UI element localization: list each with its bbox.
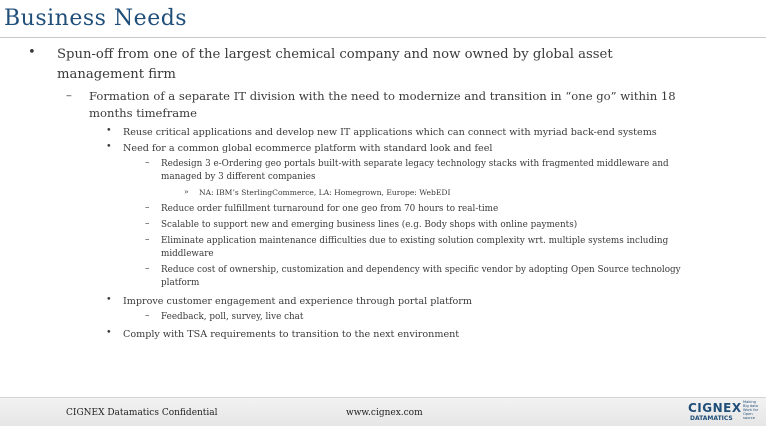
bullet-marker: – <box>145 203 150 213</box>
bullet-text-customer-engagement: Improve customer engagement and experience through portal platform <box>123 296 472 307</box>
bullet-text-eliminate-difficulties: Eliminate application maintenance difficulties due to existing solution complexity wrt. multiple systems including middleware <box>161 236 669 259</box>
bullet-text-feedback: Feedback, poll, survey, live chat <box>161 312 304 322</box>
slide-footer <box>0 397 766 426</box>
bullet-marker: • <box>28 45 36 60</box>
logo-wordmark: CIGNEX <box>688 401 742 415</box>
logo-tagline: Making Big data Work for Open source <box>743 400 759 420</box>
bullet-marker: – <box>145 158 150 168</box>
bullet-marker: • <box>106 327 112 338</box>
title-divider <box>0 37 766 38</box>
bullet-marker: – <box>145 311 150 321</box>
bullet-text-common-platform: Need for a common global ecommerce platform with standard look and feel <box>123 143 493 154</box>
bullet-marker: • <box>106 125 112 136</box>
bullet-text-reuse-apps: Reuse critical applications and develop new IT applications which can connect with myriad back-end systems <box>123 127 657 138</box>
bullet-marker: – <box>66 88 72 102</box>
bullet-text-scalable: Scalable to support new and emerging business lines (e.g. Body shops with online payments) <box>161 220 578 230</box>
bullet-text-spinoff: Spun-off from one of the largest chemical company and now owned by global asset management firm <box>57 47 613 82</box>
bullet-marker: • <box>106 141 112 152</box>
bullet-text-it-division: Formation of a separate IT division with the need to modernize and transition in “one go” within 18 months timeframe <box>89 89 676 120</box>
bullet-text-redesign-portals: Redesign 3 e-Ordering geo portals built-with separate legacy technology stacks with fragmented middleware and managed by 3 different companies <box>161 159 669 182</box>
bullet-text-tsa: Comply with TSA requirements to transition to the next environment <box>123 329 460 340</box>
bullet-text-geo-stacks: NA: IBM’s SterlingCommerce, LA: Homegrown, Europe: WebEDI <box>199 188 451 197</box>
bullet-marker: – <box>145 235 150 245</box>
footer-confidential: CIGNEX Datamatics Confidential <box>66 408 218 418</box>
slide-title: Business Needs <box>4 6 188 31</box>
bullet-marker: – <box>145 219 150 229</box>
bullet-marker: • <box>106 294 112 305</box>
bullet-text-order-turnaround: Reduce order fulfillment turnaround for one geo from 70 hours to real-time <box>161 204 499 214</box>
bullet-marker: – <box>145 264 150 274</box>
logo-subtext: DATAMATICS <box>690 415 733 422</box>
bullet-marker: » <box>184 187 189 196</box>
cignex-logo <box>688 401 758 423</box>
bullet-text-reduce-cost: Reduce cost of ownership, customization and dependency with specific vendor by adopting Open Source technology platform <box>161 265 681 288</box>
footer-url: www.cignex.com <box>346 408 423 418</box>
